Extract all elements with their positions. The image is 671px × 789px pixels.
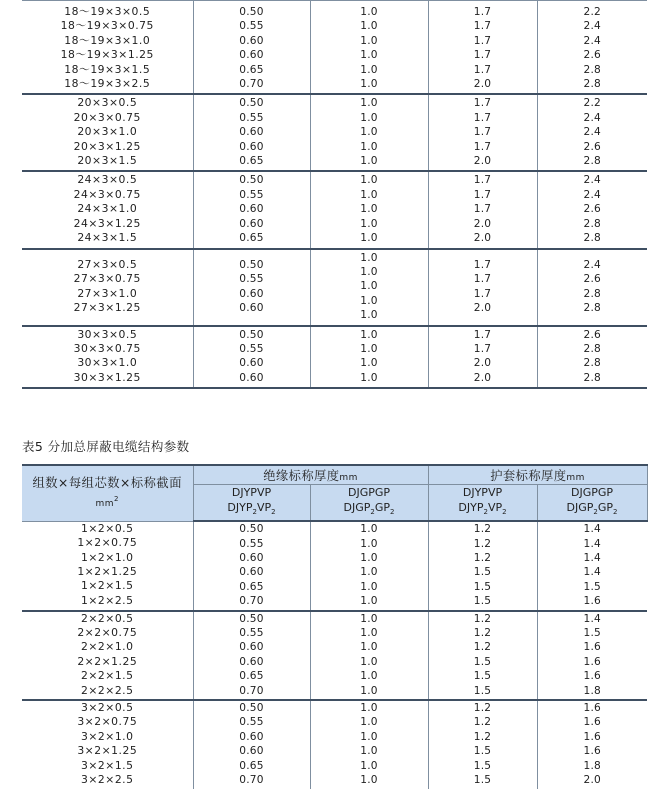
spec-column-header: [22, 465, 193, 521]
insulation-a-cell: 0.50 0.55 0.60 0.60 0.65: [239, 97, 264, 168]
insulation-a-cell: 0.50 0.55 0.60 0.60 0.65 0.70: [239, 612, 264, 697]
table-row-group: [22, 326, 647, 389]
spec-header-label: 组数×每组芯数×标称截面: [32, 475, 183, 490]
col-a-model: DJYPVP: [231, 486, 272, 499]
spec-cell: 24×3×0.5 24×3×0.75 24×3×1.0 24×3×1.25 24×3×1.5: [73, 173, 141, 245]
insulation-header-unit: mm: [339, 473, 358, 483]
cable-parameter-table-continued: [22, 0, 647, 389]
sheath-a-cell: 1.2 1.2 1.2 1.5 1.5 1.5: [473, 702, 492, 787]
insulation-a-cell: 0.50 0.55 0.60 0.60 0.65 0.70: [239, 6, 264, 91]
insulation-a-cell: 0.50 0.55 0.60 0.60 0.65 0.70: [239, 523, 264, 608]
spec-cell: 1×2×0.5 1×2×0.75 1×2×1.0 1×2×1.25 1×2×1.5 1×2×2.5: [77, 521, 138, 607]
spec-cell: 30×3×0.5 30×3×0.75 30×3×1.0 30×3×1.25: [73, 327, 141, 384]
sheath-b-cell: 1.4 1.5 1.6 1.6 1.6 1.8: [583, 612, 601, 697]
insulation-b-cell: 1.0 1.0 1.0 1.0 1.0: [360, 174, 378, 245]
sheath-a-cell: 1.2 1.2 1.2 1.5 1.5 1.5: [473, 612, 492, 697]
insulation-b-cell: 1.0 1.0 1.0 1.0 1.0: [360, 97, 378, 168]
insulation-thickness-header: [193, 465, 428, 485]
spec-cell: 20×3×0.5 20×3×0.75 20×3×1.0 20×3×1.25 20×3×1.5: [73, 96, 141, 168]
insulation-b-cell: 1.0 1.0 1.0 1.0 1.0 1.0: [360, 612, 378, 697]
insulation-col-b-header: [310, 485, 428, 522]
sheath-col-a-header: [428, 485, 537, 522]
insulation-header-label: 绝缘标称厚度: [263, 469, 340, 483]
sheath-b-cell: 2.2 2.4 2.4 2.6 2.8 2.8: [583, 6, 601, 91]
insulation-a-cell: 0.50 0.55 0.60 0.60 0.65: [239, 174, 264, 245]
table-row-group: [22, 249, 647, 326]
col-a-model-alt: $DJYP_2VP_2$: [458, 501, 507, 517]
sheath-b-cell: 1.4 1.4 1.4 1.4 1.5 1.6: [583, 523, 601, 608]
insulation-col-a-header: [193, 485, 310, 522]
col-a-model: DJYPVP: [462, 486, 503, 499]
sheath-col-b-header: [537, 485, 647, 522]
spec-cell: 27×3×0.5 27×3×0.75 27×3×1.0 27×3×1.25: [73, 257, 141, 314]
shielded-cable-parameter-table: [22, 464, 648, 789]
insulation-b-cell: 1.0 1.0 1.0 1.0 1.0: [360, 251, 378, 322]
sheath-a-cell: 1.2 1.2 1.2 1.5 1.5 1.5: [473, 523, 492, 608]
sheath-header-label: 护套标称厚度: [490, 469, 567, 483]
sheath-header-unit: mm: [566, 473, 585, 483]
insulation-a-cell: 0.50 0.55 0.60 0.60 0.65 0.70: [239, 702, 264, 787]
table-row-group: [22, 700, 647, 788]
spec-header-unit-exponent: 2: [114, 494, 119, 503]
spec-cell: 2×2×0.5 2×2×0.75 2×2×1.0 2×2×1.25 2×2×1.5 2×2×2.5: [77, 611, 138, 697]
sheath-a-cell: 1.7 1.7 2.0 2.0: [473, 328, 492, 384]
table-row-group: [22, 1, 647, 95]
sheath-a-cell: 1.7 1.7 1.7 2.0: [473, 258, 492, 314]
sheath-a-cell: 1.7 1.7 1.7 2.0 2.0: [473, 174, 492, 245]
table-row-group: [22, 611, 647, 700]
table-row-group: [22, 171, 647, 248]
col-a-model-alt: $DJYP_2VP_2$: [227, 501, 276, 517]
sheath-b-cell: 1.6 1.6 1.6 1.6 1.8 2.0: [583, 702, 601, 787]
spec-cell: 18～19×3×0.5 18～19×3×0.75 18～19×3×1.0 18～19×3×1.25 18～19×3×1.5 18～19×3×2.5: [60, 5, 154, 91]
sheath-thickness-header: [428, 465, 647, 485]
col-b-model: DJGPGP: [570, 486, 614, 499]
spec-header-unit: mm: [95, 498, 115, 509]
insulation-b-cell: 1.0 1.0 1.0 1.0 1.0 1.0: [360, 702, 378, 787]
col-b-model: DJGPGP: [347, 486, 391, 499]
sheath-b-cell: 2.4 2.4 2.6 2.8 2.8: [583, 174, 601, 245]
insulation-b-cell: 1.0 1.0 1.0 1.0 1.0 1.0: [360, 523, 378, 608]
insulation-b-cell: 1.0 1.0 1.0 1.0 1.0 1.0: [360, 6, 378, 91]
sheath-a-cell: 1.7 1.7 1.7 1.7 1.7 2.0: [473, 6, 492, 91]
insulation-b-cell: 1.0 1.0 1.0 1.0: [360, 328, 378, 384]
sheath-b-cell: 2.4 2.6 2.8 2.8: [583, 258, 601, 314]
col-b-model-alt: $DJGP_2GP_2$: [343, 501, 395, 517]
insulation-a-cell: 0.50 0.55 0.60 0.60: [239, 328, 264, 384]
sheath-b-cell: 2.6 2.8 2.8 2.8: [583, 328, 601, 384]
insulation-a-cell: 0.50 0.55 0.60 0.60: [239, 258, 264, 314]
col-b-model-alt: $DJGP_2GP_2$: [566, 501, 618, 517]
table-row-group: [22, 521, 647, 610]
sheath-a-cell: 1.7 1.7 1.7 1.7 2.0: [473, 97, 492, 168]
spec-cell: 3×2×0.5 3×2×0.75 3×2×1.0 3×2×1.25 3×2×1.5 3×2×2.5: [77, 701, 138, 787]
table-row-group: [22, 94, 647, 171]
table-caption: 表5 分加总屏蔽电缆结构参数: [22, 439, 190, 454]
sheath-b-cell: 2.2 2.4 2.4 2.6 2.8: [583, 97, 601, 168]
